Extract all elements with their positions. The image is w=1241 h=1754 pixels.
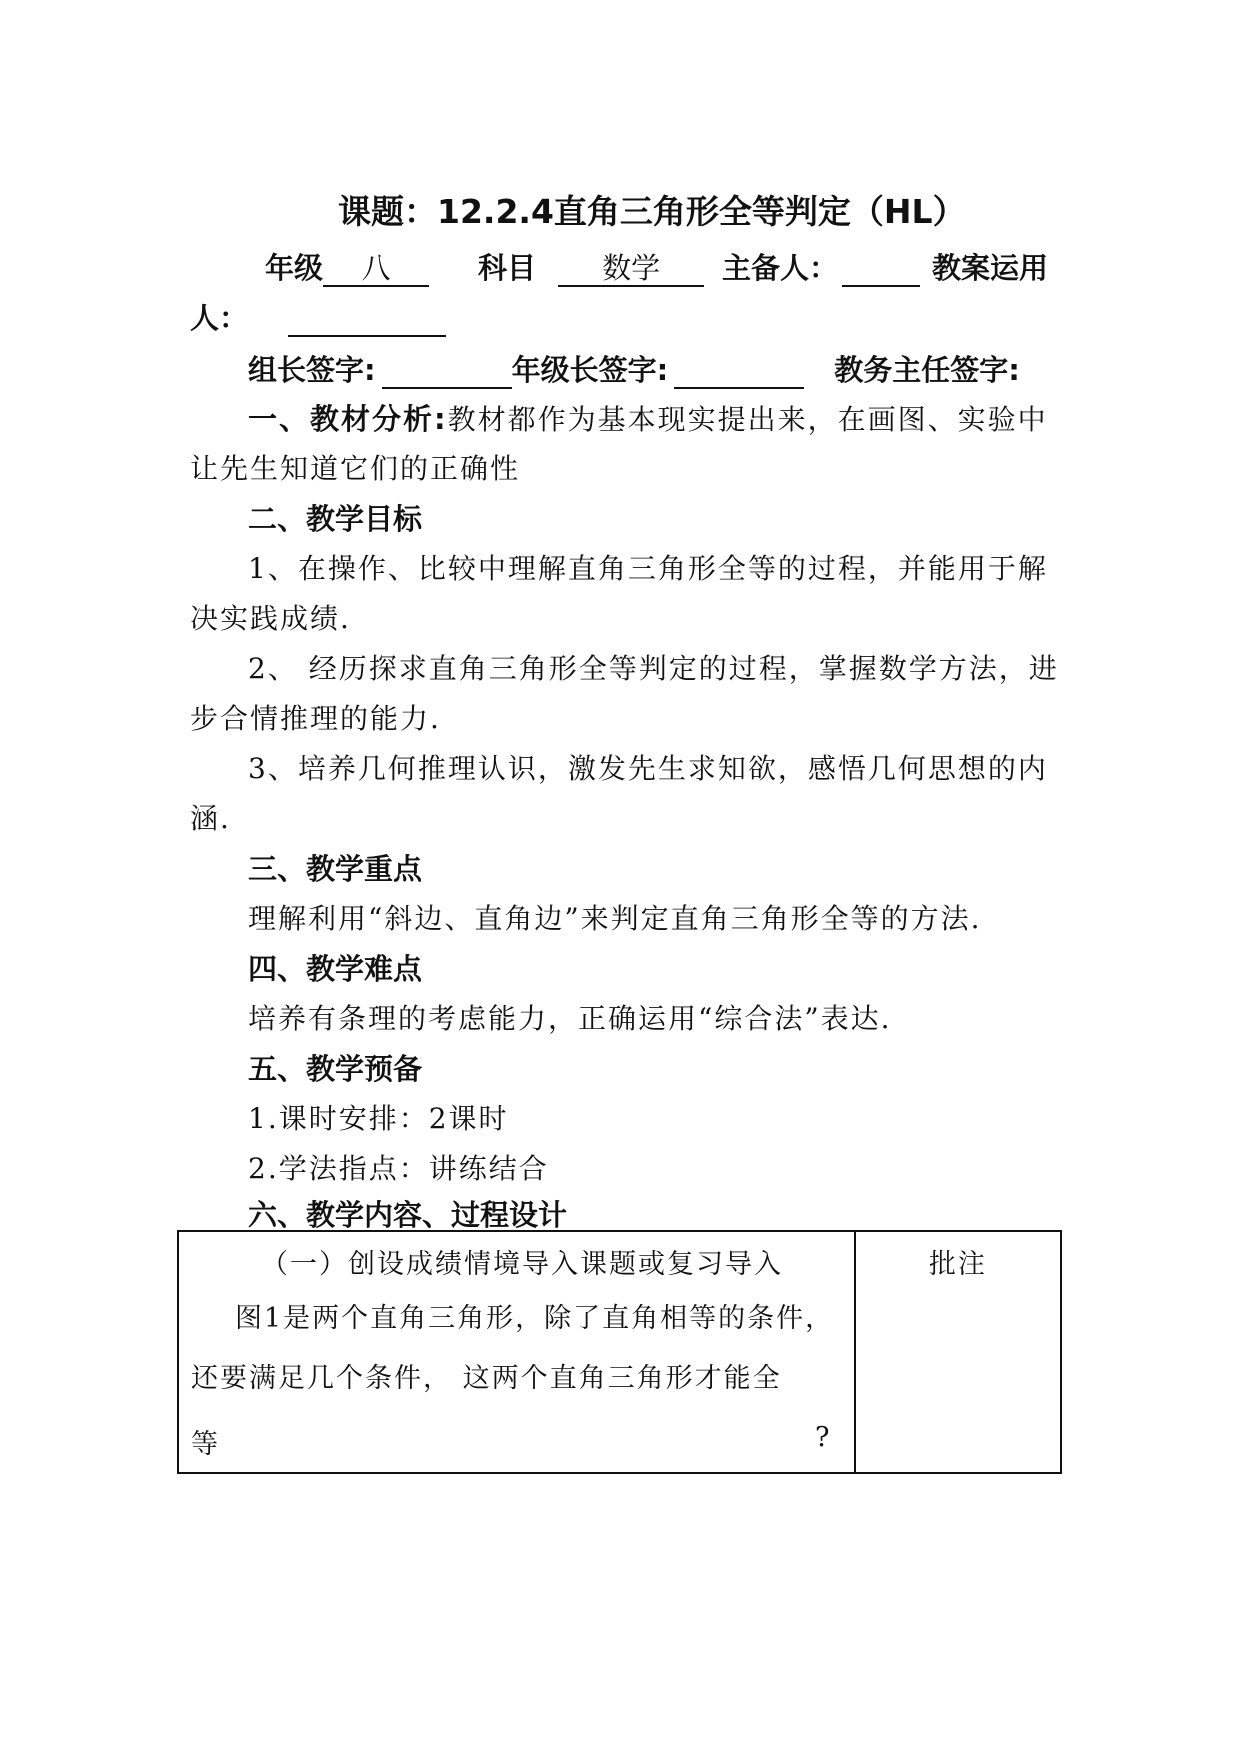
prep-item-1: 1.课时安排：2课时: [248, 1102, 509, 1135]
subject-value: 数学: [558, 252, 704, 287]
preparer-blank: [842, 252, 920, 287]
prep-heading: 五、教学预备: [248, 1052, 423, 1086]
header-user-cont: [190, 296, 446, 337]
content-heading: 六、教学内容、过程设计: [248, 1198, 568, 1232]
difficulty-heading: 四、教学难点: [248, 952, 423, 986]
user-label: 教案运用: [932, 251, 1049, 285]
content-cell: [178, 1231, 855, 1473]
table-row-heading: （一）创设成绩情境导入课题或复习导入: [261, 1249, 783, 1280]
analysis-heading: 一、教材分析:: [248, 402, 448, 436]
note-header: 批注: [928, 1249, 987, 1280]
header-preparer: [722, 246, 920, 287]
grade-head-sign-blank: [674, 354, 804, 389]
key-heading: 三、教学重点: [248, 852, 423, 886]
analysis-line-1: [248, 397, 1048, 438]
goal3-line2: 涵.: [190, 802, 231, 835]
header-signatures: [248, 348, 1020, 389]
user-label-cont: 人：: [190, 301, 249, 335]
table-line-3-left: 等: [191, 1429, 220, 1460]
subject-label: 科目: [478, 251, 537, 285]
header-subject: [478, 246, 704, 287]
goals-heading: 二、教学目标: [248, 502, 423, 536]
grade-label: 年级: [265, 251, 324, 285]
prep-item-2: 2.学法指点：讲练结合: [248, 1152, 549, 1185]
analysis-text-1: 教材都作为基本现实提出来，在画图、实验中: [447, 403, 1048, 436]
goal1-line2: 决实践成绩.: [190, 602, 351, 635]
goal2-line1: 2、 经历探求直角三角形全等判定的过程，掌握数学方法，进: [248, 652, 1059, 685]
goal2-line2: 步合情推理的能力.: [190, 702, 441, 735]
goal3-line1: 3、培养几何推理认识，激发先生求知欲，感悟几何思想的内: [248, 752, 1048, 785]
goal1-line1: 1、在操作、比较中理解直角三角形全等的过程，并能用于解: [248, 552, 1048, 585]
header-grade-line: [265, 246, 429, 287]
preparer-label: 主备人：: [722, 251, 839, 285]
lesson-table: [177, 1230, 1062, 1474]
user-blank: [288, 302, 446, 337]
difficulty-text: 培养有条理的考虑能力，正确运用“综合法”表达.: [248, 1002, 892, 1035]
grade-head-sign-label: 年级长签字:: [511, 353, 669, 387]
grade-value: 八: [323, 252, 429, 287]
note-cell: [855, 1231, 1061, 1473]
table-line-3-right: ?: [815, 1422, 832, 1453]
director-sign-label: 教务主任签字:: [834, 353, 1020, 387]
page-title: 课题：12.2.4直角三角形全等判定（HL）: [338, 192, 966, 231]
analysis-text-2: 让先生知道它们的正确性: [190, 452, 521, 485]
table-line-2: 还要满足几个条件， 这两个直角三角形才能全: [191, 1363, 782, 1394]
leader-sign-blank: [382, 354, 512, 389]
table-row: [178, 1231, 1061, 1473]
leader-sign-label: 组长签字:: [248, 353, 376, 387]
table-line-1: 图1是两个直角三角形，除了直角相等的条件，: [235, 1303, 835, 1334]
key-text: 理解利用“斜边、直角边”来判定直角三角形全等的方法.: [248, 902, 982, 935]
